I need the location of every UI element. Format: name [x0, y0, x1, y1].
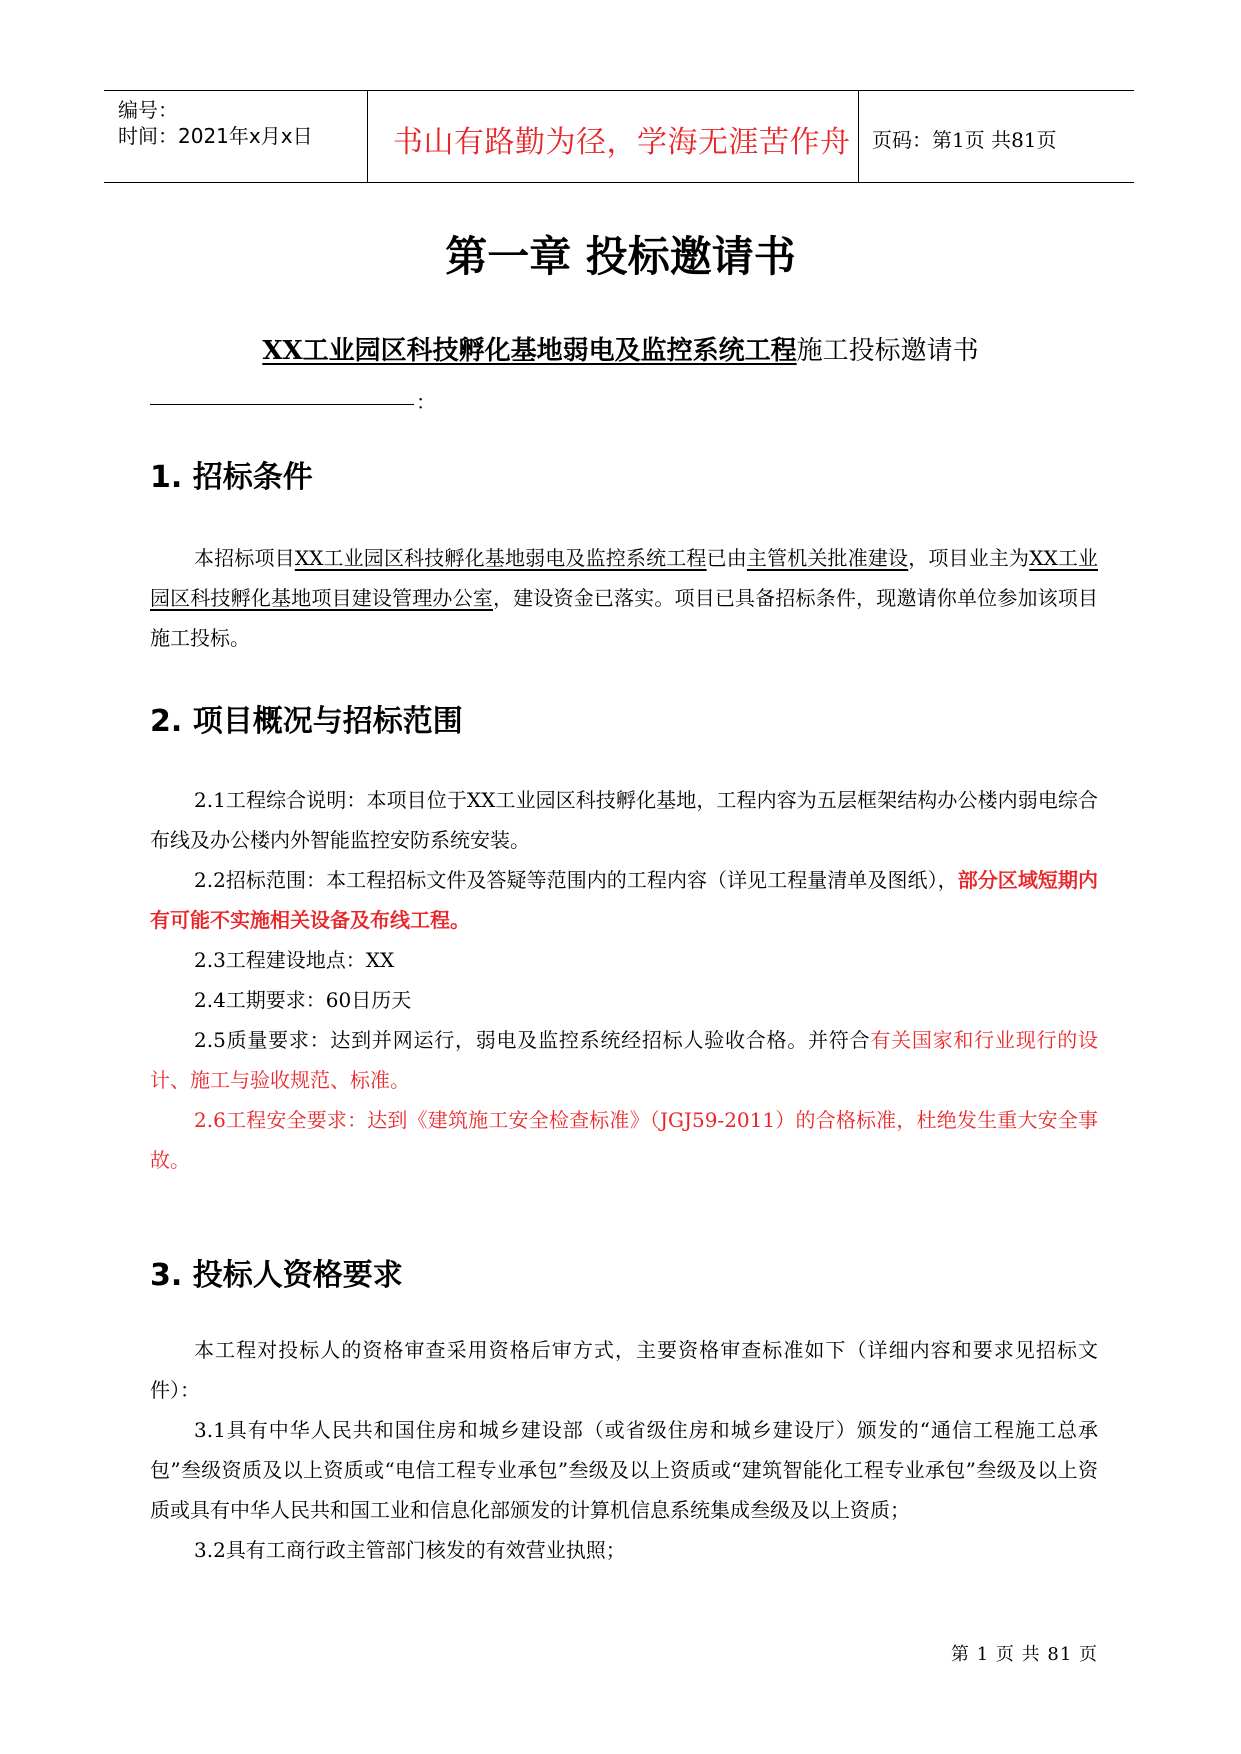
s2-item-2-4: 2.4工期要求：60日历天: [194, 988, 412, 1012]
chapter-title: 第一章 投标邀请书: [445, 232, 796, 281]
header-divider-right: [858, 91, 859, 183]
header-top-rule: [104, 90, 1134, 91]
page-footer: 第 1 页 共 81 页: [951, 1644, 1098, 1665]
header-motto: 书山有路勤为径，学海无涯苦作舟: [393, 125, 851, 160]
recipient-blank-line: [150, 404, 414, 405]
s2-quality-text: 2.5质量要求：达到并网运行，弱电及监控系统经招标人验收合格。并符合: [194, 1028, 871, 1052]
s1-text-3: ，项目业主为: [908, 546, 1030, 570]
s2-quality-standards: 有关国家和行业现行的设计、施工与验收规范、标准。: [150, 1028, 1099, 1092]
subtitle-project-name: XX工业园区科技孵化基地弱电及监控系统工程: [262, 336, 797, 366]
s1-approval: 主管机关批准建设: [746, 546, 909, 570]
s1-text-1: 本招标项目: [194, 546, 295, 570]
recipient-colon: ：: [416, 390, 436, 414]
s1-text-4: ，建设资金已落实。项目已具备招标条件，现邀请你单位参加该项目施工投标。: [150, 586, 1099, 650]
s2-item-2-2: [150, 860, 1098, 940]
document-subtitle: [0, 330, 1241, 367]
header-bottom-rule: [104, 182, 1134, 183]
header-page-info: 页码：第1页 共81页: [872, 128, 1057, 152]
section-1-body: [150, 538, 1098, 658]
s2-scope-text: 2.2招标范围：本工程招标文件及答疑等范围内的工程内容（详见工程量清单及图纸），: [194, 868, 958, 892]
section-2-body: [150, 780, 1098, 1180]
section-3-body: [150, 1330, 1098, 1570]
header-time-label: 时间：2021年x月x日: [118, 124, 313, 148]
header-divider-left: [367, 91, 368, 183]
s2-item-2-1: 2.1工程综合说明：本项目位于XX工业园区科技孵化基地，工程内容为五层框架结构办公楼内弱电综合布线及办公楼内外智能监控安防系统安装。: [150, 788, 1098, 852]
s2-scope-warning: 部分区域短期内有可能不实施相关设备及布线工程。: [150, 868, 1099, 932]
section-3-heading: 3. 投标人资格要求: [150, 1258, 403, 1293]
s2-item-2-6: 2.6工程安全要求：达到《建筑施工安全检查标准》（JGJ59-2011）的合格标准，杜绝发生重大安全事故。: [150, 1108, 1098, 1172]
s1-text-2: 已由: [706, 546, 747, 570]
s2-item-2-3: 2.3工程建设地点：XX: [194, 948, 395, 972]
s3-item-3-2: 3.2具有工商行政主管部门核发的有效营业执照；: [194, 1538, 626, 1562]
s1-owner: XX工业园区科技孵化基地项目建设管理办公室: [150, 546, 1099, 610]
section-2-heading: 2. 项目概况与招标范围: [150, 704, 463, 739]
s3-item-3-1: 3.1具有中华人民共和国住房和城乡建设部（或省级住房和城乡建设厅）颁发的“通信工程施工总承包”叁级资质及以上资质或“电信工程专业承包”叁级及以上资质或“建筑智能化工程专业承包”叁级及以上资质或具有中华人民共和国工业和信息化部颁发的计算机信息系统集成叁级及以上资质；: [150, 1418, 1098, 1522]
s1-project-name: XX工业园区科技孵化基地弱电及监控系统工程: [294, 546, 707, 570]
section-1-heading: 1. 招标条件: [150, 460, 313, 495]
s2-item-2-5: [150, 1020, 1098, 1100]
subtitle-suffix: 施工投标邀请书: [796, 336, 979, 366]
header-number-label: 编号：: [118, 98, 178, 122]
s3-intro: 本工程对投标人的资格审查采用资格后审方式，主要资格审查标准如下（详细内容和要求见招标文件）：: [150, 1338, 1098, 1402]
